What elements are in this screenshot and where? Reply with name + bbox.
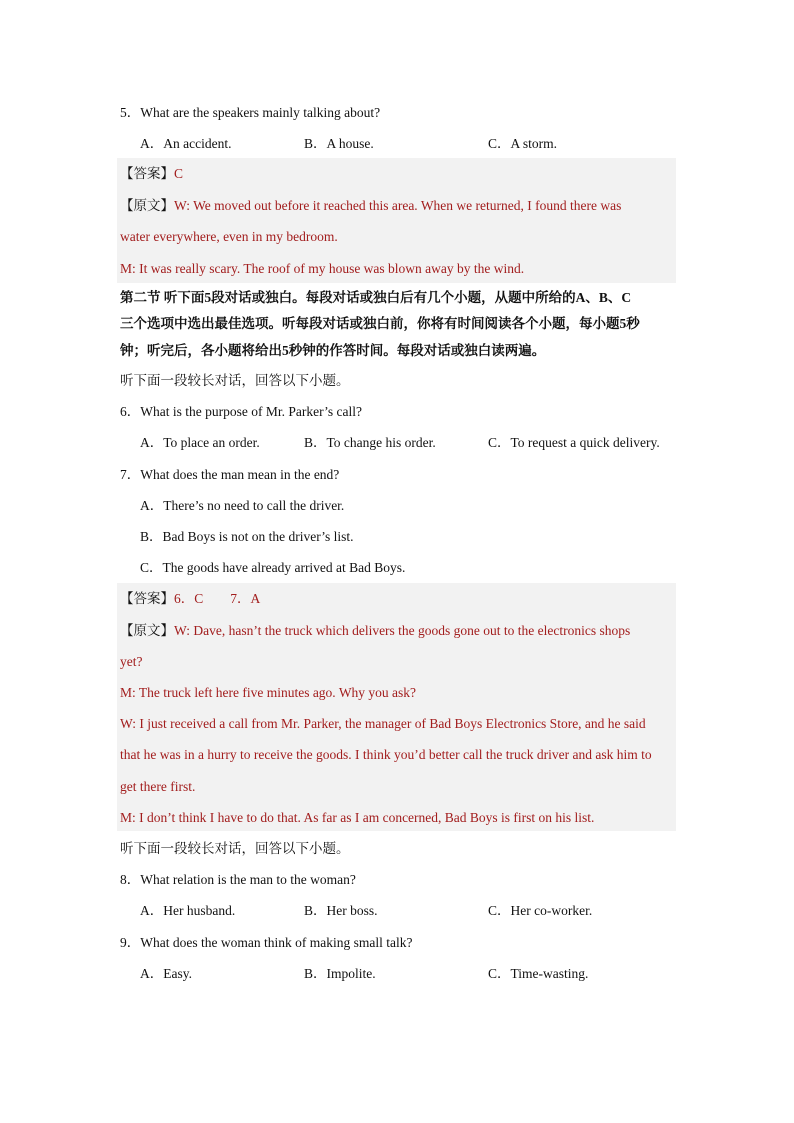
question-5: 5．What are the speakers mainly talking about? — [120, 105, 381, 120]
q6-option-a: A．To place an order. — [140, 435, 260, 450]
q7-option-c: C．The goods have already arrived at Bad Boys. — [140, 560, 406, 575]
transcript-67-line-6: get there first. — [120, 779, 196, 794]
transcript-text: W: We moved out before it reached this area. When we returned, I found there was — [174, 198, 622, 213]
section2-line-1: 第二节 听下面5段对话或独白。每段对话或独白后有几个小题，从题中所给的A、B、C — [120, 290, 632, 305]
q8-option-a: A．Her husband. — [140, 903, 236, 918]
transcript-text: W: Dave, hasn’t the truck which delivers the goods gone out to the electronics shops — [174, 623, 631, 638]
question-9: 9．What does the woman think of making small talk? — [120, 935, 413, 950]
q8-option-c: C．Her co-worker. — [488, 903, 593, 918]
answer-6-7 — [120, 590, 260, 608]
section-instruction-2: 听下面一段较长对话，回答以下小题。 — [120, 841, 350, 856]
question-6: 6．What is the purpose of Mr. Parker’s call? — [120, 404, 362, 419]
section2-line-3: 钟；听完后，各小题将给出5秒钟的作答时间。每段对话或独白读两遍。 — [120, 343, 546, 358]
answer-value: 6．C 7．A — [174, 591, 261, 606]
question-7: 7．What does the man mean in the end? — [120, 467, 340, 482]
transcript-67-line-7: M: I don’t think I have to do that. As far as I am concerned, Bad Boys is first on his list. — [120, 810, 595, 825]
transcript-tag: 【原文】 — [120, 623, 174, 638]
transcript-67-line-5: that he was in a hurry to receive the goods. I think you’d better call the truck driver and ask him to — [120, 747, 652, 762]
answer-tag: 【答案】 — [120, 166, 174, 181]
section2-instruction: 听下面一段较长对话，回答以下小题。 — [120, 373, 350, 388]
q8-option-b: B．Her boss. — [304, 903, 378, 918]
transcript-5-line-2: water everywhere, even in my bedroom. — [120, 229, 338, 244]
answer-value: C — [174, 166, 184, 181]
q5-option-b: B．A house. — [304, 136, 374, 151]
transcript-67-line-4: W: I just received a call from Mr. Parker, the manager of Bad Boys Electronics Store, and he said — [120, 716, 646, 731]
transcript-67-line-2: yet? — [120, 654, 143, 669]
transcript-67-line-3: M: The truck left here five minutes ago. Why you ask? — [120, 685, 417, 700]
q7-option-a: A．There’s no need to call the driver. — [140, 498, 345, 513]
q5-option-a: A．An accident. — [140, 136, 232, 151]
q7-option-b: B．Bad Boys is not on the driver’s list. — [140, 529, 354, 544]
q9-option-c: C．Time-wasting. — [488, 966, 589, 981]
transcript-67-line-1 — [120, 622, 630, 640]
section2-line-2: 三个选项中选出最佳选项。听每段对话或独白前，你将有时间阅读各个小题，每小题5秒 — [120, 316, 640, 331]
answer-tag: 【答案】 — [120, 591, 174, 606]
q6-option-b: B．To change his order. — [304, 435, 436, 450]
transcript-tag: 【原文】 — [120, 198, 174, 213]
q9-option-b: B．Impolite. — [304, 966, 376, 981]
transcript-5-line-3: M: It was really scary. The roof of my house was blown away by the wind. — [120, 261, 525, 276]
q9-option-a: A．Easy. — [140, 966, 192, 981]
q6-option-c: C．To request a quick delivery. — [488, 435, 660, 450]
answer-box-6-7 — [117, 583, 676, 831]
transcript-5-line-1 — [120, 197, 621, 215]
answer-5 — [120, 165, 183, 183]
question-8: 8．What relation is the man to the woman? — [120, 872, 356, 887]
q5-option-c: C．A storm. — [488, 136, 558, 151]
